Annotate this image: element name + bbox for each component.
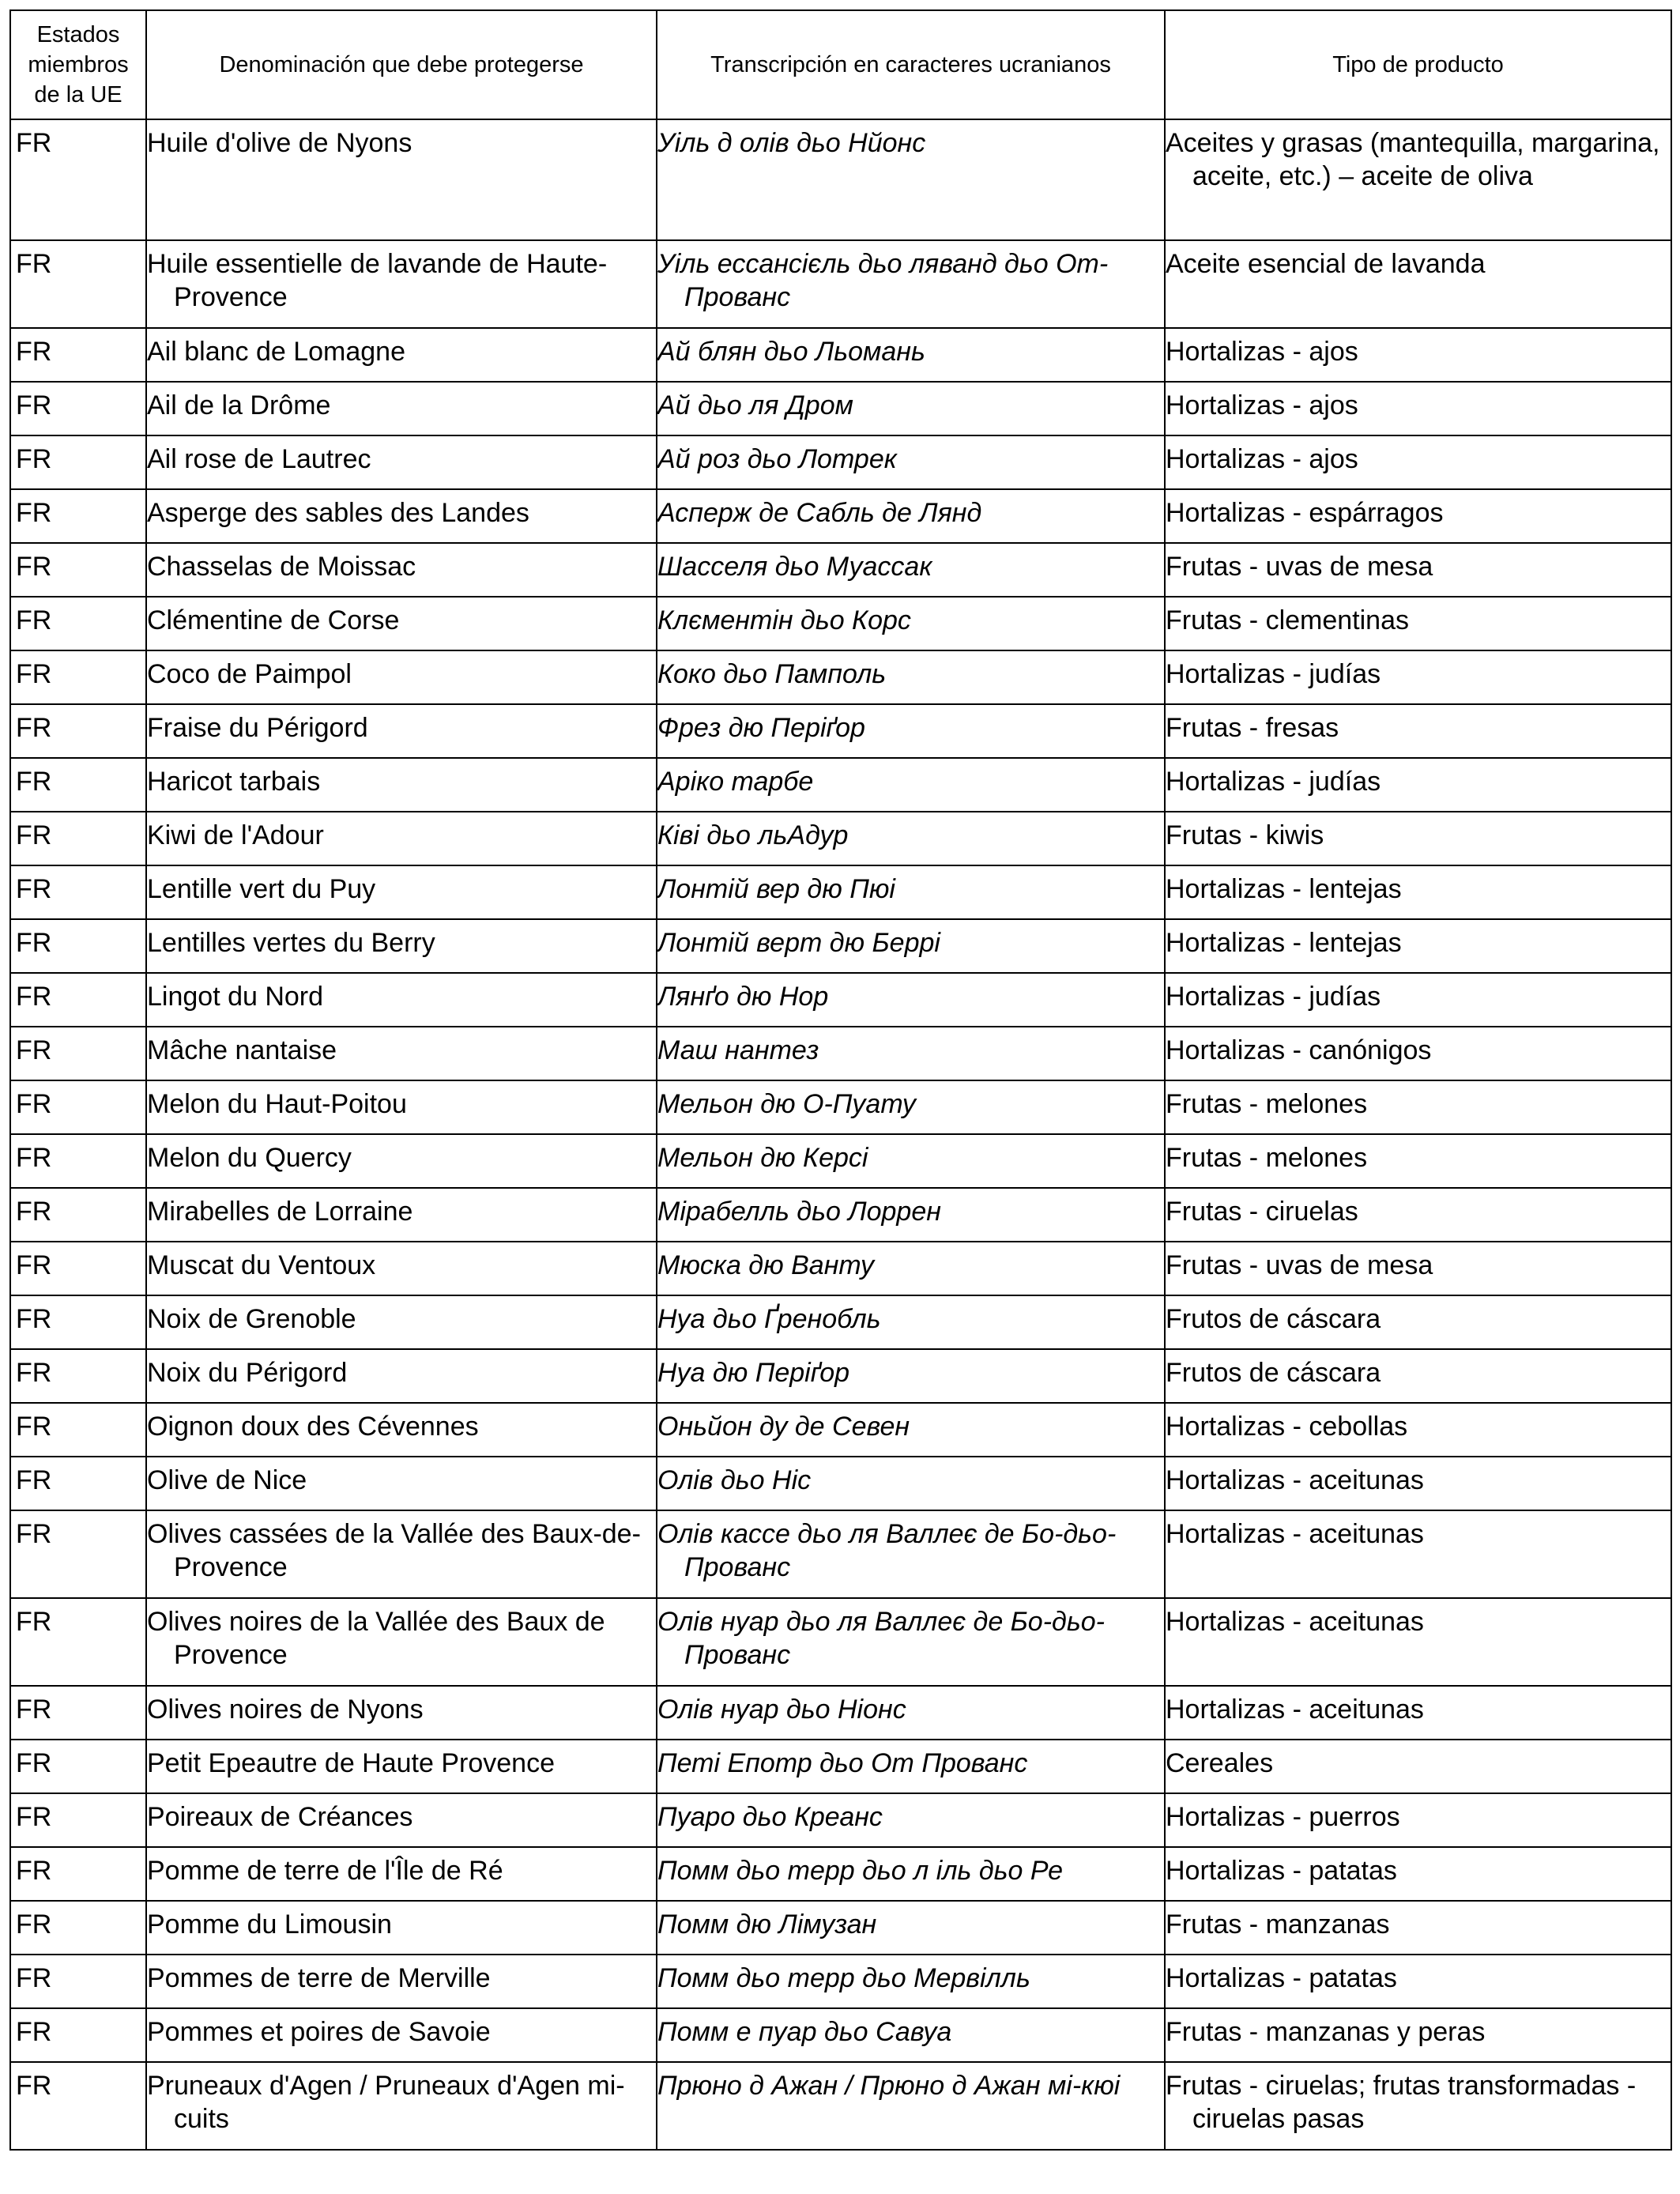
cell-name: Lentille vert du Puy [146,865,657,919]
header-transcription: Transcripción en caracteres ucranianos [657,10,1165,119]
table-row [10,1793,1671,1847]
table-row [10,597,1671,650]
cell-member-state: FR [10,2008,146,2062]
cell-member-state: FR [10,1080,146,1134]
cell-transcription: Уіль ессансієль дьо ляванд дьо От-Прованс [657,240,1165,328]
cell-member-state: FR [10,382,146,435]
cell-transcription: Лонтій верт дю Беррі [657,919,1165,973]
table-row [10,1134,1671,1188]
cell-product-type: Frutas - kiwis [1165,812,1671,865]
cell-product-type: Hortalizas - judías [1165,758,1671,812]
cell-name: Muscat du Ventoux [146,1242,657,1295]
cell-transcription: Маш нантез [657,1027,1165,1080]
cell-transcription: Прюно д Ажан / Прюно д Ажан мі-кюі [657,2062,1165,2150]
cell-name: Coco de Paimpol [146,650,657,704]
table-row [10,1740,1671,1793]
cell-member-state: FR [10,1242,146,1295]
cell-transcription: Пуаро дьо Креанс [657,1793,1165,1847]
cell-product-type: Hortalizas - ajos [1165,435,1671,489]
table-row [10,543,1671,597]
header-row [10,10,1671,119]
table-row [10,1242,1671,1295]
header-name: Denominación que debe protegerse [146,10,657,119]
cell-name: Huile d'olive de Nyons [146,119,657,240]
table-row [10,704,1671,758]
table-row [10,812,1671,865]
table-row [10,1847,1671,1901]
cell-product-type: Hortalizas - lentejas [1165,865,1671,919]
cell-transcription: Лянґо дю Нор [657,973,1165,1027]
table-row [10,435,1671,489]
table-row [10,865,1671,919]
cell-name: Ail de la Drôme [146,382,657,435]
cell-product-type: Frutos de cáscara [1165,1349,1671,1403]
table-row [10,382,1671,435]
cell-product-type: Hortalizas - aceitunas [1165,1686,1671,1740]
cell-transcription: Ай роз дьо Лотрек [657,435,1165,489]
cell-member-state: FR [10,1295,146,1349]
cell-product-type: Hortalizas - puerros [1165,1793,1671,1847]
cell-member-state: FR [10,1349,146,1403]
cell-product-type: Hortalizas - aceitunas [1165,1510,1671,1598]
cell-product-type: Hortalizas - aceitunas [1165,1598,1671,1686]
cell-member-state: FR [10,1686,146,1740]
cell-name: Pomme du Limousin [146,1901,657,1955]
table-row [10,489,1671,543]
cell-transcription: Олів нуар дьо ля Валлеє де Бо-дьо-Прованс [657,1598,1165,1686]
cell-name: Noix du Périgord [146,1349,657,1403]
header-member-state: Estados miembros de la UE [10,10,146,119]
cell-transcription: Уіль д олів дьо Нйонс [657,119,1165,240]
cell-name: Olive de Nice [146,1457,657,1510]
cell-name: Melon du Haut-Poitou [146,1080,657,1134]
cell-product-type: Frutas - melones [1165,1134,1671,1188]
cell-member-state: FR [10,865,146,919]
cell-transcription: Ай дьо ля Дром [657,382,1165,435]
cell-name: Chasselas de Moissac [146,543,657,597]
cell-name: Huile essentielle de lavande de Haute-Provence [146,240,657,328]
cell-transcription: Оньйон ду де Севен [657,1403,1165,1457]
cell-product-type: Hortalizas - lentejas [1165,919,1671,973]
table-row [10,758,1671,812]
table-row [10,1901,1671,1955]
cell-product-type: Frutas - melones [1165,1080,1671,1134]
cell-product-type: Frutas - manzanas y peras [1165,2008,1671,2062]
cell-transcription: Мірабелль дьо Лоррен [657,1188,1165,1242]
cell-product-type: Hortalizas - aceitunas [1165,1457,1671,1510]
cell-name: Pomme de terre de l'Île de Ré [146,1847,657,1901]
cell-product-type: Frutas - manzanas [1165,1901,1671,1955]
document-page [9,9,1671,2151]
cell-member-state: FR [10,1510,146,1598]
cell-product-type: Hortalizas - judías [1165,650,1671,704]
cell-name: Pommes et poires de Savoie [146,2008,657,2062]
cell-product-type: Hortalizas - canónigos [1165,1027,1671,1080]
table-row [10,1598,1671,1686]
cell-product-type: Frutos de cáscara [1165,1295,1671,1349]
table-row [10,328,1671,382]
geographical-indications-table [9,9,1672,2151]
cell-transcription: Мельон дю Керсі [657,1134,1165,1188]
cell-member-state: FR [10,597,146,650]
cell-member-state: FR [10,240,146,328]
cell-member-state: FR [10,1027,146,1080]
cell-member-state: FR [10,2062,146,2150]
cell-name: Poireaux de Créances [146,1793,657,1847]
cell-product-type: Frutas - uvas de mesa [1165,1242,1671,1295]
cell-member-state: FR [10,1901,146,1955]
cell-member-state: FR [10,1847,146,1901]
cell-member-state: FR [10,1793,146,1847]
table-row [10,1686,1671,1740]
cell-member-state: FR [10,704,146,758]
cell-transcription: Ай блян дьо Льомань [657,328,1165,382]
cell-name: Mâche nantaise [146,1027,657,1080]
cell-transcription: Нуа дьо Ґренобль [657,1295,1165,1349]
cell-member-state: FR [10,435,146,489]
cell-member-state: FR [10,758,146,812]
cell-name: Olives cassées de la Vallée des Baux-de-Provence [146,1510,657,1598]
table-header [10,10,1671,119]
cell-transcription: Шасселя дьо Муассак [657,543,1165,597]
cell-name: Clémentine de Corse [146,597,657,650]
table-row [10,1403,1671,1457]
cell-name: Ail rose de Lautrec [146,435,657,489]
table-row [10,119,1671,240]
cell-product-type: Hortalizas - cebollas [1165,1403,1671,1457]
header-product-type: Tipo de producto [1165,10,1671,119]
cell-member-state: FR [10,543,146,597]
cell-name: Ail blanc de Lomagne [146,328,657,382]
table-row [10,1080,1671,1134]
table-row [10,2008,1671,2062]
table-row [10,240,1671,328]
cell-member-state: FR [10,1740,146,1793]
table-row [10,1457,1671,1510]
cell-product-type: Frutas - ciruelas [1165,1188,1671,1242]
cell-transcription: Помм дю Лімузан [657,1901,1165,1955]
cell-transcription: Помм е пуар дьо Савуа [657,2008,1165,2062]
cell-name: Pruneaux d'Agen / Pruneaux d'Agen mi-cuits [146,2062,657,2150]
cell-member-state: FR [10,489,146,543]
cell-name: Fraise du Périgord [146,704,657,758]
cell-name: Olives noires de la Vallée des Baux de Provence [146,1598,657,1686]
cell-product-type: Hortalizas - ajos [1165,382,1671,435]
cell-transcription: Мельон дю О-Пуату [657,1080,1165,1134]
table-row [10,919,1671,973]
cell-name: Noix de Grenoble [146,1295,657,1349]
cell-product-type: Hortalizas - espárragos [1165,489,1671,543]
cell-member-state: FR [10,119,146,240]
cell-product-type: Aceite esencial de lavanda [1165,240,1671,328]
cell-product-type: Hortalizas - ajos [1165,328,1671,382]
cell-member-state: FR [10,1188,146,1242]
cell-product-type: Frutas - ciruelas; frutas transformadas - ciruelas pasas [1165,2062,1671,2150]
table-row [10,973,1671,1027]
table-row [10,1510,1671,1598]
cell-member-state: FR [10,650,146,704]
cell-name: Oignon doux des Cévennes [146,1403,657,1457]
table-row [10,1027,1671,1080]
cell-member-state: FR [10,1134,146,1188]
cell-transcription: Олів дьо Ніс [657,1457,1165,1510]
table-row [10,1295,1671,1349]
cell-member-state: FR [10,973,146,1027]
cell-transcription: Ківі дьо льАдур [657,812,1165,865]
table-row [10,1188,1671,1242]
cell-transcription: Олів кассе дьо ля Валлеє де Бо-дьо-Прованс [657,1510,1165,1598]
cell-name: Lingot du Nord [146,973,657,1027]
cell-name: Melon du Quercy [146,1134,657,1188]
cell-member-state: FR [10,1598,146,1686]
cell-member-state: FR [10,919,146,973]
cell-transcription: Фрез дю Періґор [657,704,1165,758]
cell-product-type: Hortalizas - judías [1165,973,1671,1027]
cell-name: Haricot tarbais [146,758,657,812]
table-row [10,1955,1671,2008]
cell-product-type: Cereales [1165,1740,1671,1793]
cell-member-state: FR [10,328,146,382]
cell-name: Lentilles vertes du Berry [146,919,657,973]
cell-name: Petit Epeautre de Haute Provence [146,1740,657,1793]
cell-member-state: FR [10,812,146,865]
cell-member-state: FR [10,1955,146,2008]
cell-transcription: Асперж де Сабль де Лянд [657,489,1165,543]
table-row [10,2062,1671,2150]
table-body [10,119,1671,2150]
table-row [10,1349,1671,1403]
table-row [10,650,1671,704]
cell-name: Pommes de terre de Merville [146,1955,657,2008]
cell-transcription: Помм дьо терр дьо Мервілль [657,1955,1165,2008]
cell-product-type: Hortalizas - patatas [1165,1955,1671,2008]
cell-name: Mirabelles de Lorraine [146,1188,657,1242]
cell-transcription: Лонтій вер дю Пюі [657,865,1165,919]
cell-member-state: FR [10,1457,146,1510]
cell-product-type: Frutas - clementinas [1165,597,1671,650]
cell-transcription: Петі Епотр дьо От Прованс [657,1740,1165,1793]
cell-product-type: Hortalizas - patatas [1165,1847,1671,1901]
cell-transcription: Помм дьо терр дьо л іль дьо Ре [657,1847,1165,1901]
cell-name: Olives noires de Nyons [146,1686,657,1740]
cell-member-state: FR [10,1403,146,1457]
cell-transcription: Аріко тарбе [657,758,1165,812]
cell-transcription: Нуа дю Періґор [657,1349,1165,1403]
cell-transcription: Коко дьо Памполь [657,650,1165,704]
cell-product-type: Aceites y grasas (mantequilla, margarina, aceite, etc.) – aceite de oliva [1165,119,1671,240]
cell-product-type: Frutas - uvas de mesa [1165,543,1671,597]
cell-transcription: Клєментін дьо Корс [657,597,1165,650]
cell-product-type: Frutas - fresas [1165,704,1671,758]
cell-name: Kiwi de l'Adour [146,812,657,865]
cell-name: Asperge des sables des Landes [146,489,657,543]
cell-transcription: Олів нуар дьо Ніонс [657,1686,1165,1740]
cell-transcription: Мюска дю Ванту [657,1242,1165,1295]
